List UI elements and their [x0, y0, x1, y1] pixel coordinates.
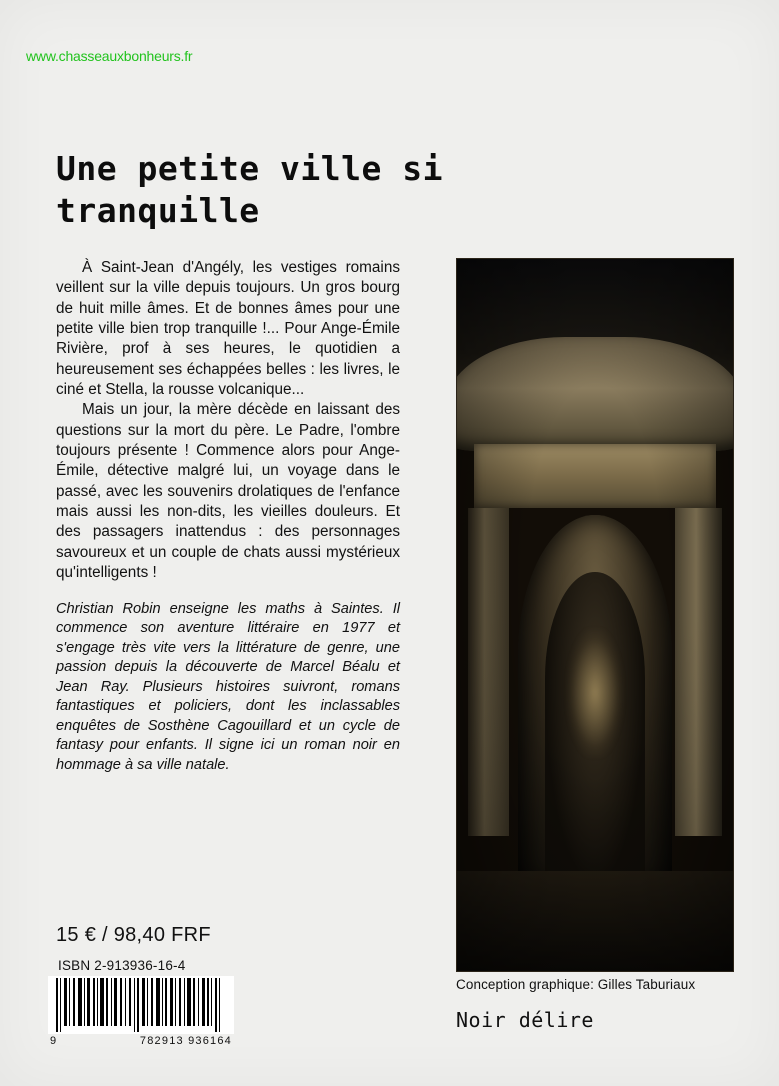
blurb-paragraph-2: [56, 400, 400, 583]
barcode-digits-main: 782913 936164: [139, 1035, 232, 1047]
site-watermark: www.chasseauxbonheurs.fr: [26, 48, 193, 64]
photo-vignette: [457, 259, 733, 971]
barcode-digit-left: 9: [50, 1035, 58, 1047]
barcode-block: [48, 976, 234, 1047]
cover-photograph: [456, 258, 734, 972]
blurb-paragraph-1: [56, 258, 400, 400]
barcode-image: [48, 976, 234, 1034]
isbn-line: ISBN 2-913936-16-4: [58, 958, 186, 973]
imprint-name: Noir délire: [456, 1008, 594, 1032]
photo-credit: Conception graphique: Gilles Taburiaux: [456, 977, 696, 992]
author-bio: Christian Robin enseigne les maths à Saintes. Il commence son aventure littéraire en 1977 et s'engage très vite vers la littérature de genre, une passion depuis la découverte de Marcel Béalu et Jean Ray. Plusieurs histoires suivront, romans fantastiques et policiers, dont les inclassables enquêtes de Sosthène Cagouillard et un cycle de fantasy pour enfants. Il signe ici un roman noir en hommage à sa ville natale.: [56, 600, 400, 773]
title-block: [56, 148, 732, 232]
image-column: [456, 258, 732, 1032]
barcode-digits-row: [48, 1035, 234, 1047]
price-line: 15 € / 98,40 FRF: [56, 924, 211, 946]
cover-columns: [56, 258, 732, 1032]
blurb-text-1: À Saint-Jean d'Angély, les vestiges romains veillent sur la ville depuis toujours. Un gros bourg de huit mille âmes. Et de bonnes âmes pour une petite ville bien trop tranquille !... Pour Ange-Émile Rivière, prof à ses heures, le quotidien a heureusement ses échappées belles : les livres, le ciné et Stella, la rousse volcanique...: [56, 259, 400, 399]
page-title: Une petite ville si tranquille: [56, 149, 443, 231]
text-column: [56, 258, 400, 973]
blurb-text-2: Mais un jour, la mère décède en laissant des questions sur la mort du père. Le Padre, l'ombre toujours présente ! Commence alors pour Ange-Émile, détective malgré lui, un voyage dans le passé, avec les souvenirs drolatiques de l'enfance mais aussi les non-dits, les vieilles douleurs. Et des passagers inattendus : des personnages savoureux et un couple de chats aussi mystérieux qu'intelligents !: [56, 401, 400, 582]
